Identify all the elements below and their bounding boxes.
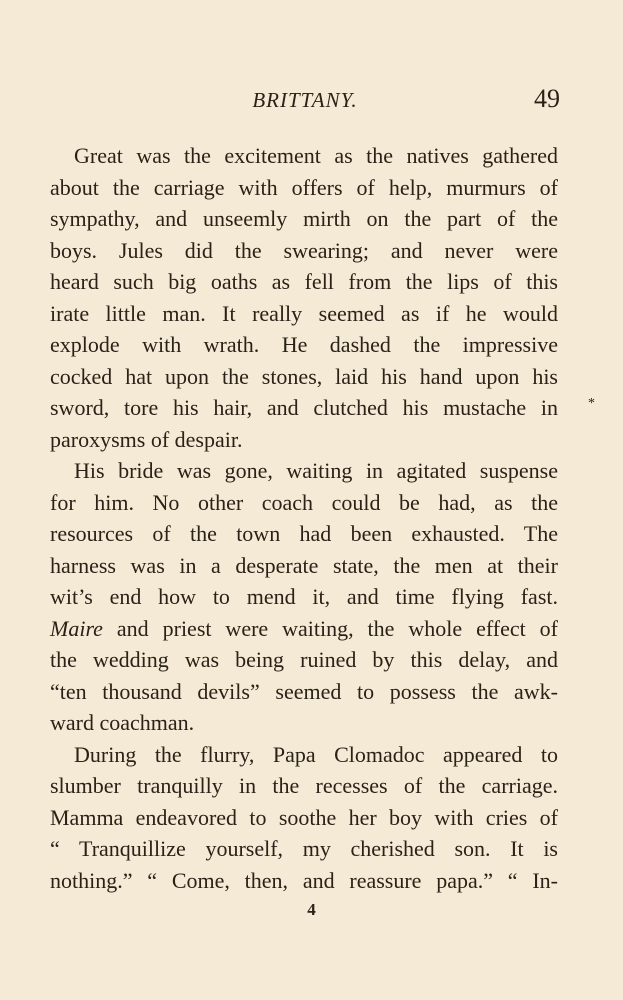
text-line: Great was the excitement as the natives gathered: [74, 143, 558, 168]
text-line: wit’s end how to mend it, and time flying fast.: [50, 584, 558, 609]
text-line-rest: and priest were waiting, the whole effect of: [116, 615, 558, 641]
text-line: His bride was gone, waiting in agitated suspense: [74, 458, 558, 483]
body-text: [50, 140, 558, 896]
page-number: 49: [534, 84, 560, 113]
text-line: sympathy, and unseemly mirth on the part of the: [50, 206, 558, 231]
text-line: cocked hat upon the stones, laid his hand upon his: [50, 363, 558, 389]
text-line: irate little man. It really seemed as if he would: [50, 300, 558, 326]
text-line: the wedding was being ruined by this delay, and: [50, 647, 558, 672]
running-title: BRITTANY.: [252, 88, 358, 112]
signature-mark: 4: [307, 900, 316, 919]
text-line: During the flurry, Papa Clomadoc appeared to: [74, 741, 558, 767]
running-head: [50, 84, 560, 116]
text-line: explode with wrath. He dashed the impressive: [50, 332, 558, 357]
text-line: “ten thousand devils” seemed to possess the awk-: [50, 678, 558, 704]
text-line-with-italic: [50, 613, 558, 645]
text-line: about the carriage with offers of help, murmurs of: [50, 174, 558, 200]
text-line: heard such big oaths as fell from the lips of this: [50, 269, 558, 294]
text-line: Mamma endeavored to soothe her boy with cries of: [50, 804, 558, 830]
text-line: “ Tranquillize yourself, my cherished son. It is: [50, 836, 558, 861]
text-line: paroxysms of despair.: [50, 426, 243, 452]
text-line: resources of the town had been exhausted. The: [50, 521, 558, 546]
text-line: boys. Jules did the swearing; and never were: [50, 237, 558, 263]
italic-word: Maire: [50, 615, 103, 641]
margin-mark: *: [588, 396, 595, 411]
text-line: slumber tranquilly in the recesses of the carriage.: [50, 773, 558, 798]
text-line: sword, tore his hair, and clutched his mustache in: [50, 395, 558, 420]
text-line: nothing.” “ Come, then, and reassure papa.” “ In-: [50, 867, 558, 893]
text-line: for him. No other coach could be had, as the: [50, 489, 558, 515]
text-line: ward coachman.: [50, 710, 195, 735]
text-line: harness was in a desperate state, the men at their: [50, 552, 558, 578]
